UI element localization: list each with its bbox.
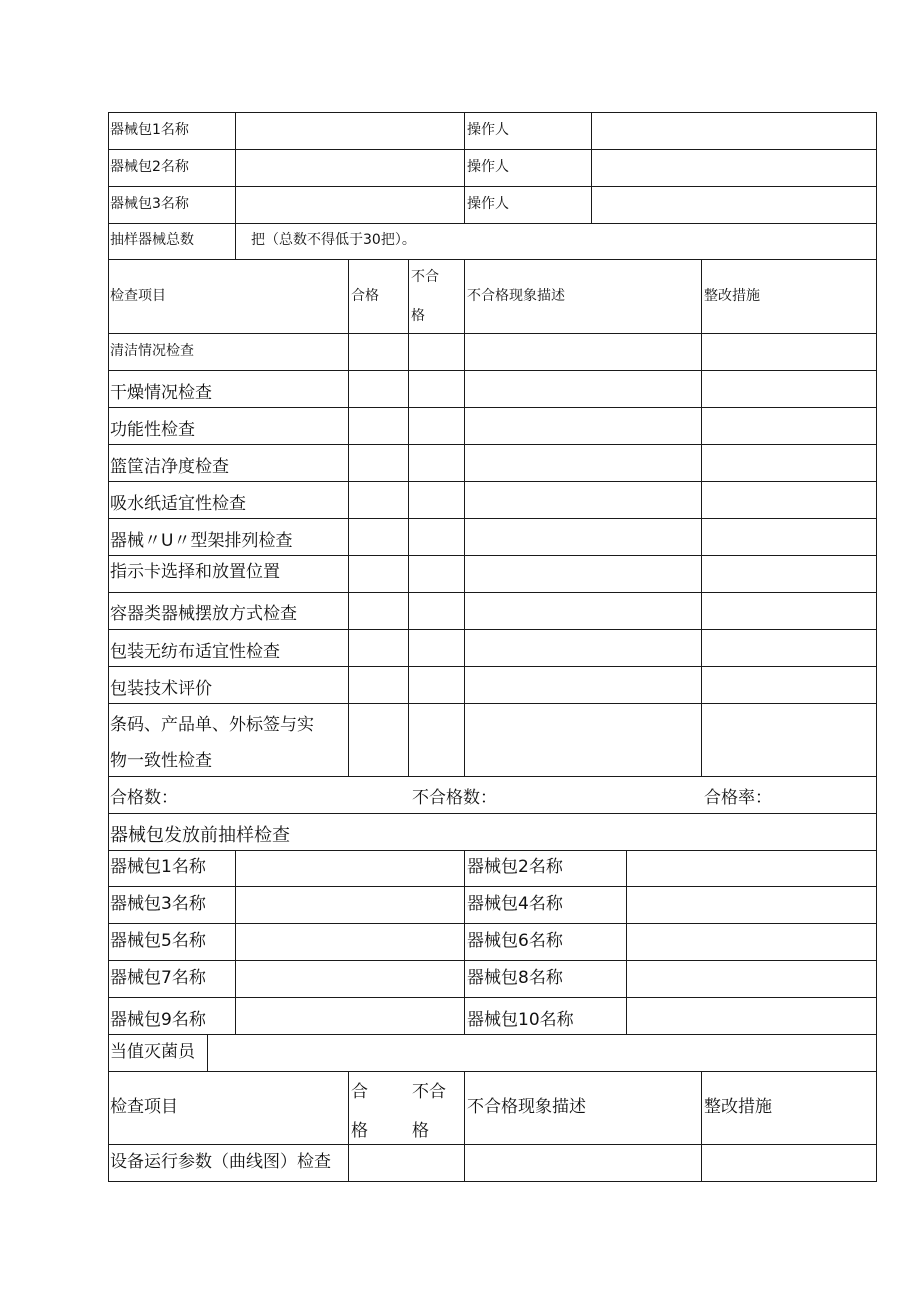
rule: [626, 850, 627, 1035]
rule: [701, 259, 702, 777]
rule: [108, 997, 877, 998]
check-item: 设备运行参数（曲线图）检查: [110, 1152, 331, 1172]
rule: [464, 112, 465, 223]
section2-title: 器械包发放前抽样检查: [110, 825, 290, 846]
header-pass: 合格: [351, 288, 379, 304]
rule: [108, 813, 877, 814]
check-item: 包装技术评价: [110, 679, 212, 699]
rule: [108, 1034, 877, 1035]
check-item: 包装无纺布适宜性检查: [110, 642, 280, 662]
rule: [464, 259, 465, 777]
package-label: 器械包6名称: [467, 931, 563, 951]
package-3-label: 器械包3名称: [110, 196, 189, 212]
rule: [108, 370, 877, 371]
rule: [108, 407, 877, 408]
header-fail-line1: 不合: [411, 269, 439, 285]
sample-total-label: 抽样器械总数: [110, 232, 194, 248]
rule: [108, 629, 877, 630]
rule: [108, 186, 877, 187]
pass-rate-label: 合格率：: [704, 788, 772, 808]
check-item: 篮筐洁净度检查: [110, 457, 229, 477]
check-item: 指示卡选择和放置位置: [110, 562, 280, 582]
rule: [235, 112, 236, 260]
header-description: 不合格现象描述: [467, 1097, 586, 1117]
rule: [108, 259, 877, 260]
rule: [108, 112, 877, 113]
rule: [591, 112, 592, 223]
sterilizer-label: 当值灭菌员: [110, 1042, 195, 1062]
header-pass-line1: 合: [351, 1082, 368, 1102]
check-item: 容器类器械摆放方式检查: [110, 604, 297, 624]
fail-count-label: 不合格数：: [412, 788, 497, 808]
rule: [108, 703, 877, 704]
rule: [108, 333, 877, 334]
rule: [108, 1144, 877, 1145]
check-item: 功能性检查: [110, 420, 195, 440]
rule: [701, 1071, 702, 1182]
rule: [108, 592, 877, 593]
header-description: 不合格现象描述: [467, 288, 565, 304]
rule: [108, 776, 877, 777]
sample-total-note: 把（总数不得低于30把）。: [251, 232, 416, 248]
header-item: 检查项目: [110, 288, 166, 304]
rule: [108, 1071, 877, 1072]
header-item: 检查项目: [110, 1097, 178, 1117]
header-fail-line1: 不合: [412, 1082, 446, 1102]
check-item: 器械〃U〃型架排列检查: [110, 531, 293, 551]
operator-3-label: 操作人: [467, 196, 509, 212]
rule: [348, 1071, 349, 1182]
rule: [108, 555, 877, 556]
rule: [408, 259, 409, 777]
rule: [235, 850, 236, 1035]
rule: [108, 444, 877, 445]
rule: [108, 666, 877, 667]
package-label: 器械包5名称: [110, 931, 206, 951]
header-rectification: 整改措施: [704, 288, 760, 304]
rule: [108, 518, 877, 519]
package-label: 器械包9名称: [110, 1010, 206, 1030]
package-2-label: 器械包2名称: [110, 159, 189, 175]
package-label: 器械包7名称: [110, 968, 206, 988]
rule: [108, 1181, 877, 1182]
operator-1-label: 操作人: [467, 122, 509, 138]
rule: [108, 481, 877, 482]
package-label: 器械包3名称: [110, 894, 206, 914]
package-label: 器械包4名称: [467, 894, 563, 914]
package-label: 器械包10名称: [467, 1010, 574, 1030]
rule: [348, 259, 349, 777]
rule: [108, 850, 877, 851]
check-item: 干燥情况检查: [110, 383, 212, 403]
header-fail-line2: 格: [411, 308, 425, 324]
package-label: 器械包2名称: [467, 857, 563, 877]
header-pass-line2: 格: [351, 1121, 368, 1141]
check-item-line1: 条码、产品单、外标签与实: [110, 715, 314, 735]
header-rectification: 整改措施: [704, 1097, 772, 1117]
package-1-label: 器械包1名称: [110, 122, 189, 138]
rule: [108, 960, 877, 961]
check-item: 吸水纸适宜性检查: [110, 494, 246, 514]
rule: [464, 850, 465, 1035]
pass-count-label: 合格数：: [110, 788, 178, 808]
rule: [876, 112, 877, 1182]
rule: [108, 149, 877, 150]
rule: [108, 886, 877, 887]
package-label: 器械包1名称: [110, 857, 206, 877]
rule: [464, 1071, 465, 1182]
operator-2-label: 操作人: [467, 159, 509, 175]
check-item: 清洁情况检查: [110, 343, 194, 359]
header-fail-line2: 格: [412, 1121, 429, 1141]
rule: [108, 112, 109, 1182]
rule: [108, 223, 877, 224]
rule: [207, 1034, 208, 1072]
check-item-line2: 物一致性检查: [110, 751, 212, 771]
package-label: 器械包8名称: [467, 968, 563, 988]
rule: [108, 923, 877, 924]
